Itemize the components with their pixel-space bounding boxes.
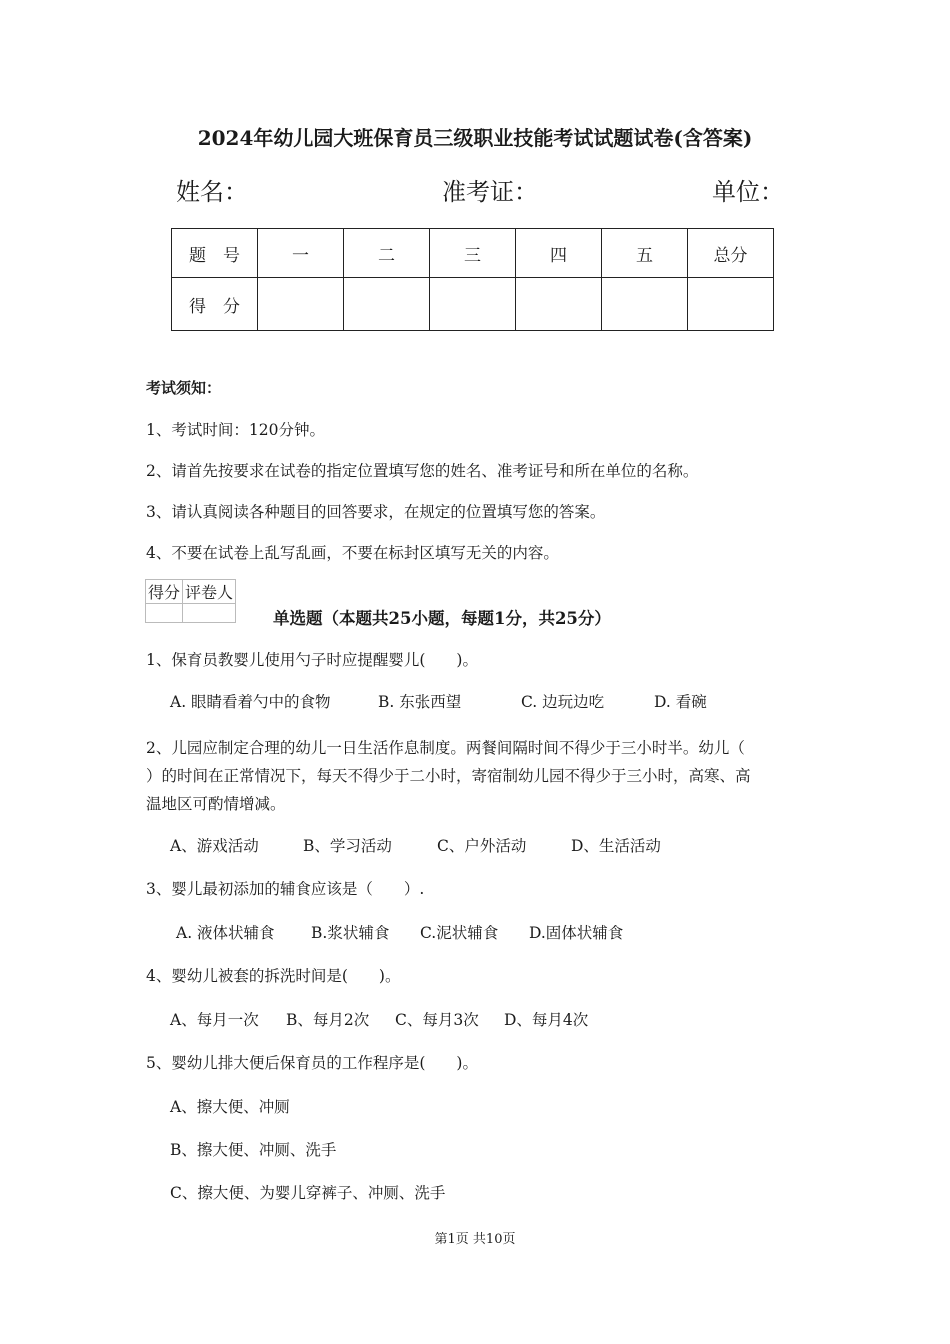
question-option: A、擦大便、冲厕 [170, 1098, 290, 1116]
question-option: A、游戏活动 [170, 837, 259, 855]
score-table-header-row [172, 229, 774, 278]
question-option: B、每月2次 [286, 1011, 370, 1029]
question-option: B.浆状辅食 [311, 924, 390, 942]
question-stem: 4、婴幼儿被套的拆洗时间是( )。 [146, 967, 401, 985]
score-table-score-row [172, 278, 774, 331]
question-stem-line: ）的时间在正常情况下，每天不得少于二小时，寄宿制幼儿园不得少于三小时，高寒、高 [146, 767, 751, 785]
score-table-cell: 二 [344, 229, 430, 278]
question-stem: 5、婴幼儿排大便后保育员的工作程序是( )。 [146, 1054, 478, 1072]
question-option: D、生活活动 [571, 837, 661, 855]
question-option: A. 液体状辅食 [176, 924, 275, 942]
page-number: 第1页 共10页 [434, 1232, 516, 1247]
score-table-cell: 四 [516, 229, 602, 278]
question-option: D、每月4次 [504, 1011, 589, 1029]
score-table [171, 228, 774, 331]
notice-item: 1、考试时间：120分钟。 [146, 421, 325, 439]
score-table-cell: 题 号 [172, 229, 258, 278]
question-option: D. 看碗 [654, 693, 707, 711]
notice-title: 考试须知： [146, 379, 222, 397]
question-option: A、每月一次 [170, 1011, 259, 1029]
score-input-cell[interactable] [258, 278, 344, 331]
question-option: C. 边玩边吃 [521, 693, 605, 711]
grader-box-score-cell[interactable] [146, 604, 183, 623]
notice-item: 2、请首先按要求在试卷的指定位置填写您的姓名、准考证号和所在单位的名称。 [146, 462, 699, 480]
unit-field-label: 单位： [712, 178, 784, 206]
question-stem-line: 2、儿园应制定合理的幼儿一日生活作息制度。两餐间隔时间不得少于三小时半。幼儿（ [146, 739, 745, 757]
question-stem: 3、婴儿最初添加的辅食应该是（ ）. [146, 880, 425, 898]
question-stem: 1、保育员教婴儿使用勺子时应提醒婴儿( )。 [146, 651, 478, 669]
score-table-cell: 三 [430, 229, 516, 278]
score-input-cell[interactable] [688, 278, 774, 331]
score-input-cell[interactable] [516, 278, 602, 331]
grader-box [145, 579, 236, 623]
question-option: C、户外活动 [437, 837, 527, 855]
question-option: B、学习活动 [303, 837, 392, 855]
question-stem-line: 温地区可酌情增减。 [146, 795, 286, 813]
score-input-cell[interactable] [344, 278, 430, 331]
score-table-cell: 总分 [688, 229, 774, 278]
section-title: 单选题（本题共25小题，每题1分，共25分） [273, 609, 611, 628]
question-option: D.固体状辅食 [529, 924, 624, 942]
question-option: A. 眼睛看着勺中的食物 [170, 693, 331, 711]
score-table-cell: 五 [602, 229, 688, 278]
question-option: C、每月3次 [395, 1011, 479, 1029]
document-title: 2024年幼儿园大班保育员三级职业技能考试试题试卷(含答案) [197, 126, 753, 150]
score-input-cell[interactable] [602, 278, 688, 331]
notice-item: 4、不要在试卷上乱写乱画，不要在标封区填写无关的内容。 [146, 544, 559, 562]
score-table-cell: 一 [258, 229, 344, 278]
score-table-cell: 得 分 [172, 278, 258, 331]
notice-item: 3、请认真阅读各种题目的回答要求，在规定的位置填写您的答案。 [146, 503, 606, 521]
grader-box-grader-cell[interactable] [183, 604, 236, 623]
question-option: C、擦大便、为婴儿穿裤子、冲厕、洗手 [170, 1184, 446, 1202]
grader-box-grader-label: 评卷人 [183, 580, 236, 604]
grader-box-score-label: 得分 [146, 580, 183, 604]
name-field-label: 姓名： [176, 178, 248, 206]
question-option: B、擦大便、冲厕、洗手 [170, 1141, 337, 1159]
exam-id-field-label: 准考证： [442, 178, 538, 206]
question-option: C.泥状辅食 [420, 924, 499, 942]
question-option: B. 东张西望 [378, 693, 462, 711]
score-input-cell[interactable] [430, 278, 516, 331]
